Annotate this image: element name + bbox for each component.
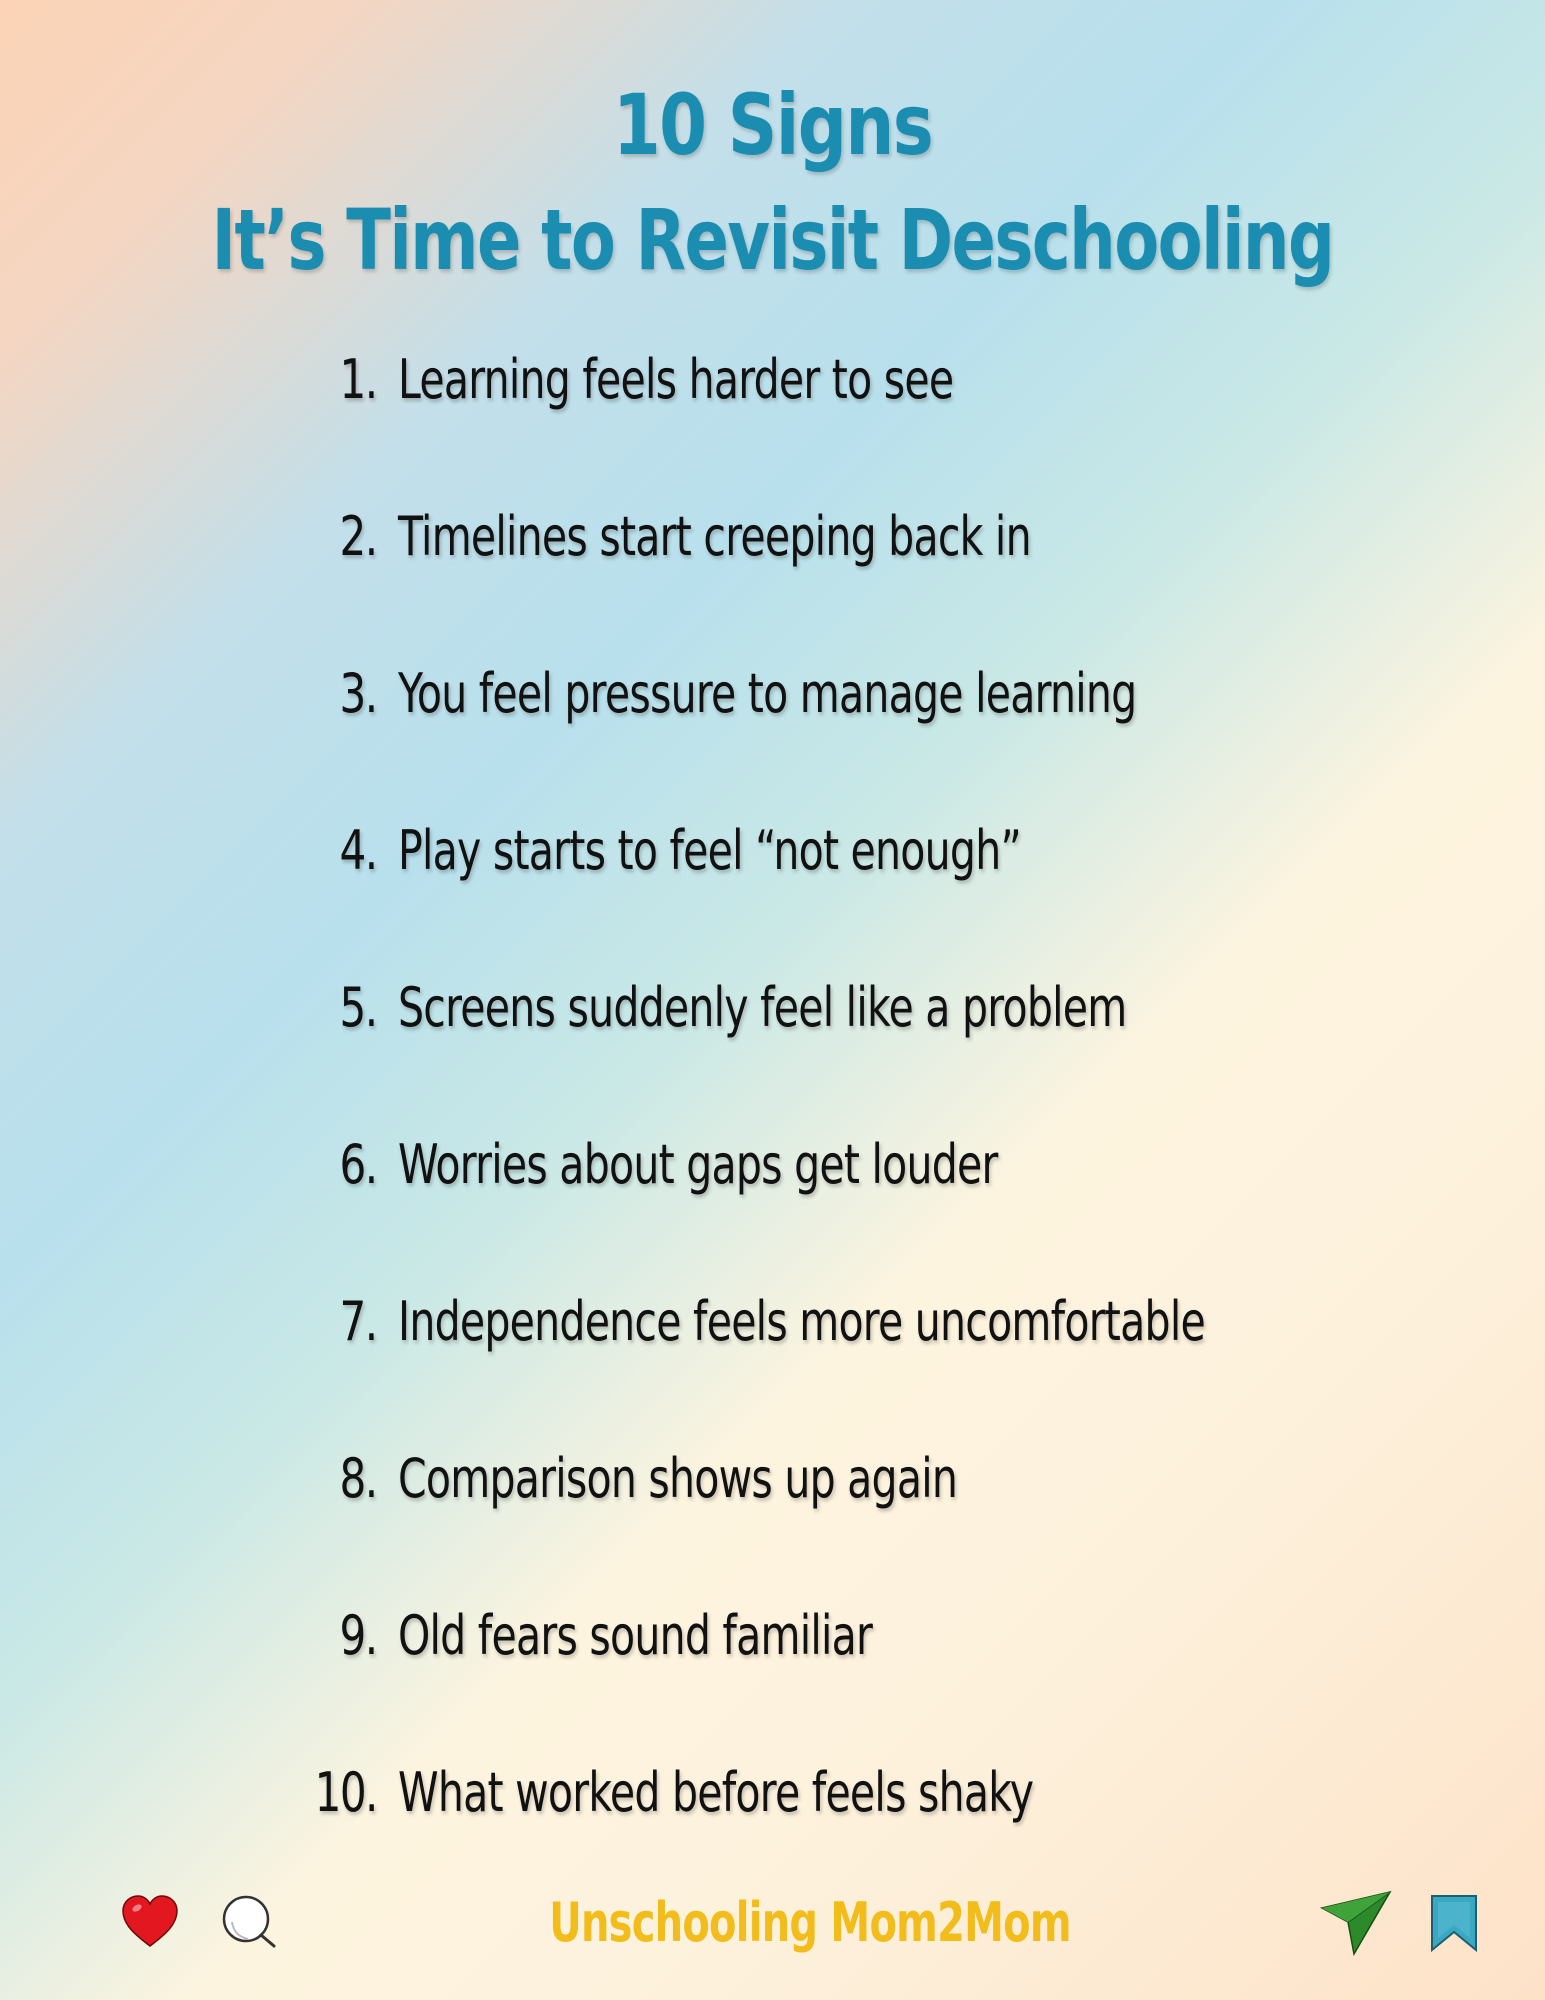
title-line-1: 10 Signs	[612, 76, 933, 174]
list-item	[0, 497, 1545, 577]
item-text: Play starts to feel “not enough”	[398, 819, 1021, 882]
list-item	[0, 811, 1545, 891]
item-text: Learning feels harder to see	[398, 348, 954, 411]
list-item	[0, 654, 1545, 734]
item-number: 3.	[339, 662, 377, 725]
item-text: Comparison shows up again	[398, 1447, 958, 1510]
item-number: 2.	[339, 505, 377, 568]
list-item	[0, 1125, 1545, 1205]
list-item	[0, 1753, 1545, 1833]
send-icon[interactable]	[1320, 1888, 1392, 1956]
item-text: Timelines start creeping back in	[398, 505, 1031, 568]
list-item	[0, 1596, 1545, 1676]
brand-name: Unschooling Mom2Mom	[549, 1891, 1071, 1954]
item-text: Old fears sound familiar	[398, 1604, 873, 1667]
item-text: You feel pressure to manage learning	[398, 662, 1137, 725]
list-item	[0, 1282, 1545, 1362]
bookmark-icon[interactable]	[1428, 1894, 1480, 1952]
heart-icon[interactable]	[120, 1892, 180, 1952]
item-number: 6.	[339, 1133, 377, 1196]
footer-bar	[0, 1880, 1545, 1970]
item-number: 5.	[339, 976, 377, 1039]
item-number: 9.	[339, 1604, 377, 1667]
item-number: 7.	[339, 1290, 377, 1353]
item-number: 8.	[339, 1447, 377, 1510]
item-number: 1.	[339, 348, 377, 411]
item-number: 10.	[314, 1761, 377, 1824]
title-line-2: It’s Time to Revisit Deschooling	[211, 191, 1334, 289]
item-text: Screens suddenly feel like a problem	[398, 976, 1127, 1039]
list-item	[0, 340, 1545, 420]
list-item	[0, 968, 1545, 1048]
item-text: What worked before feels shaky	[398, 1761, 1034, 1824]
list-item	[0, 1439, 1545, 1519]
item-text: Independence feels more uncomfortable	[398, 1290, 1205, 1353]
item-text: Worries about gaps get louder	[398, 1133, 998, 1196]
item-number: 4.	[339, 819, 377, 882]
page-title	[0, 70, 1545, 300]
